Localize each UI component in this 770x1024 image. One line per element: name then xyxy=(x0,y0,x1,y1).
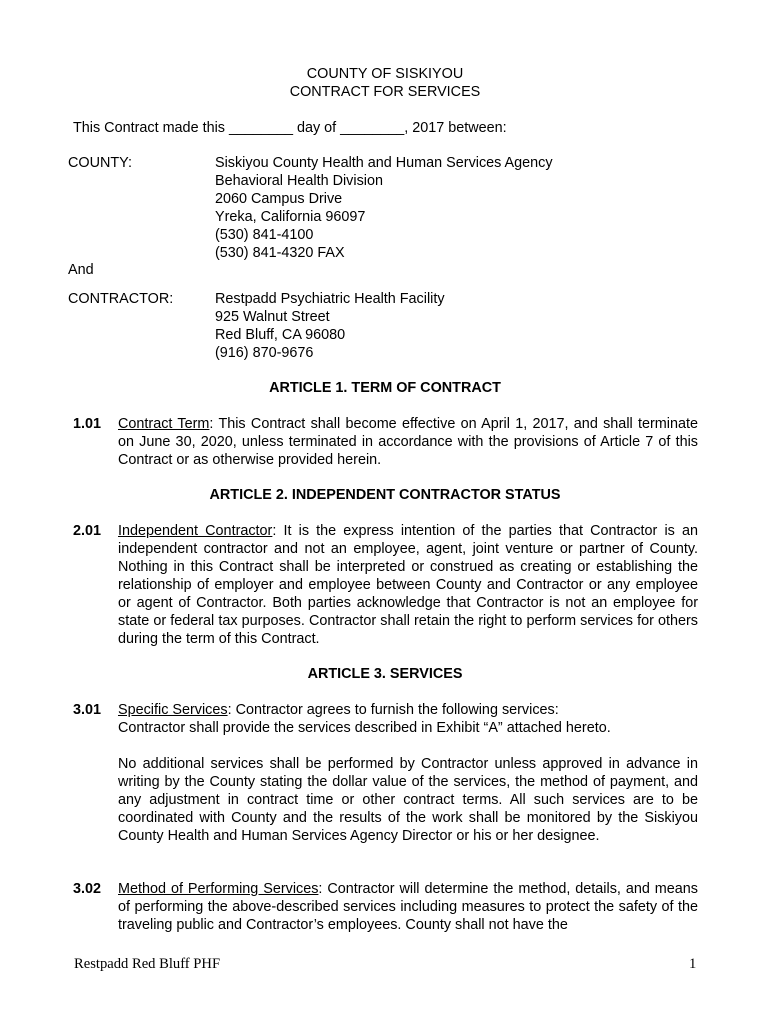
contractor-address-line: Red Bluff, CA 96080 xyxy=(215,327,346,343)
section-number: 2.01 xyxy=(73,523,102,539)
section-paragraph xyxy=(118,415,698,469)
document-title-line1: COUNTY OF SISKIYOU xyxy=(306,66,464,82)
county-address-line: Yreka, California 96097 xyxy=(215,209,366,225)
section-paragraph xyxy=(118,522,698,648)
county-label: COUNTY: xyxy=(68,155,132,171)
section-text: : Contractor will determine the method, details, and means of performing the above-described services including measures to protect the safety of the traveling public and Contractor’s employees. County shall not have the xyxy=(118,881,698,933)
county-address-line: Siskiyou County Health and Human Services Agency xyxy=(215,155,553,171)
section-title: Independent Contractor xyxy=(118,523,273,539)
county-address-line: (530) 841-4100 xyxy=(215,227,314,243)
article-heading: ARTICLE 1. TERM OF CONTRACT xyxy=(269,380,501,396)
contractor-address-line: Restpadd Psychiatric Health Facility xyxy=(215,291,445,307)
county-address-line: Behavioral Health Division xyxy=(215,173,383,189)
contractor-label: CONTRACTOR: xyxy=(68,291,174,307)
article-heading: ARTICLE 2. INDEPENDENT CONTRACTOR STATUS xyxy=(209,487,561,503)
article-heading: ARTICLE 3. SERVICES xyxy=(307,666,463,682)
section-text: : Contractor agrees to furnish the following services: xyxy=(227,702,559,718)
section-number: 3.02 xyxy=(73,881,102,897)
section-paragraph xyxy=(118,880,698,934)
and-text: And xyxy=(68,262,94,278)
county-address-line: (530) 841-4320 FAX xyxy=(215,245,345,261)
section-text-line2: Contractor shall provide the services described in Exhibit “A” attached hereto. xyxy=(118,720,611,736)
document-title-line2: CONTRACT FOR SERVICES xyxy=(289,84,481,100)
county-address-line: 2060 Campus Drive xyxy=(215,191,343,207)
contractor-address-line: 925 Walnut Street xyxy=(215,309,330,325)
intro-text: This Contract made this ________ day of ________, 2017 between: xyxy=(73,120,507,136)
section-text: : This Contract shall become effective on April 1, 2017, and shall terminate on June 30, 2020, unless terminated in accordance with the provisions of Article 7 of this Contract or as otherwise provided herein. xyxy=(118,416,698,468)
page-number: 1 xyxy=(689,956,697,972)
section-subparagraph: No additional services shall be performed by Contractor unless approved in advance in writing by the County stating the dollar value of the services, the method of payment, and any adjustment in contract time or other contract terms. All such services are to be coordinated with County and the results of the work shall be monitored by the Siskiyou County Health and Human Services Agency Director or his or her designee. xyxy=(118,756,698,844)
section-number: 1.01 xyxy=(73,416,102,432)
section-title: Method of Performing Services xyxy=(118,881,319,897)
section-paragraph xyxy=(118,701,698,737)
contractor-address-line: (916) 870-9676 xyxy=(215,345,314,361)
section-number: 3.01 xyxy=(73,702,102,718)
section-title: Contract Term xyxy=(118,416,210,432)
section-title: Specific Services xyxy=(118,702,228,718)
section-text: : It is the express intention of the parties that Contractor is an independent contractor and not an employee, agent, joint venture or partner of County. Nothing in this Contract shall be interpreted or construed as creating or establishing the relationship of employer and employee between County and Contractor or any employee or agent of Contractor. Both parties acknowledge that Contractor is not an employee for state or federal tax purposes. Contractor shall retain the right to perform services for others during the term of this Contract. xyxy=(118,523,698,647)
footer-document-name: Restpadd Red Bluff PHF xyxy=(74,956,221,972)
